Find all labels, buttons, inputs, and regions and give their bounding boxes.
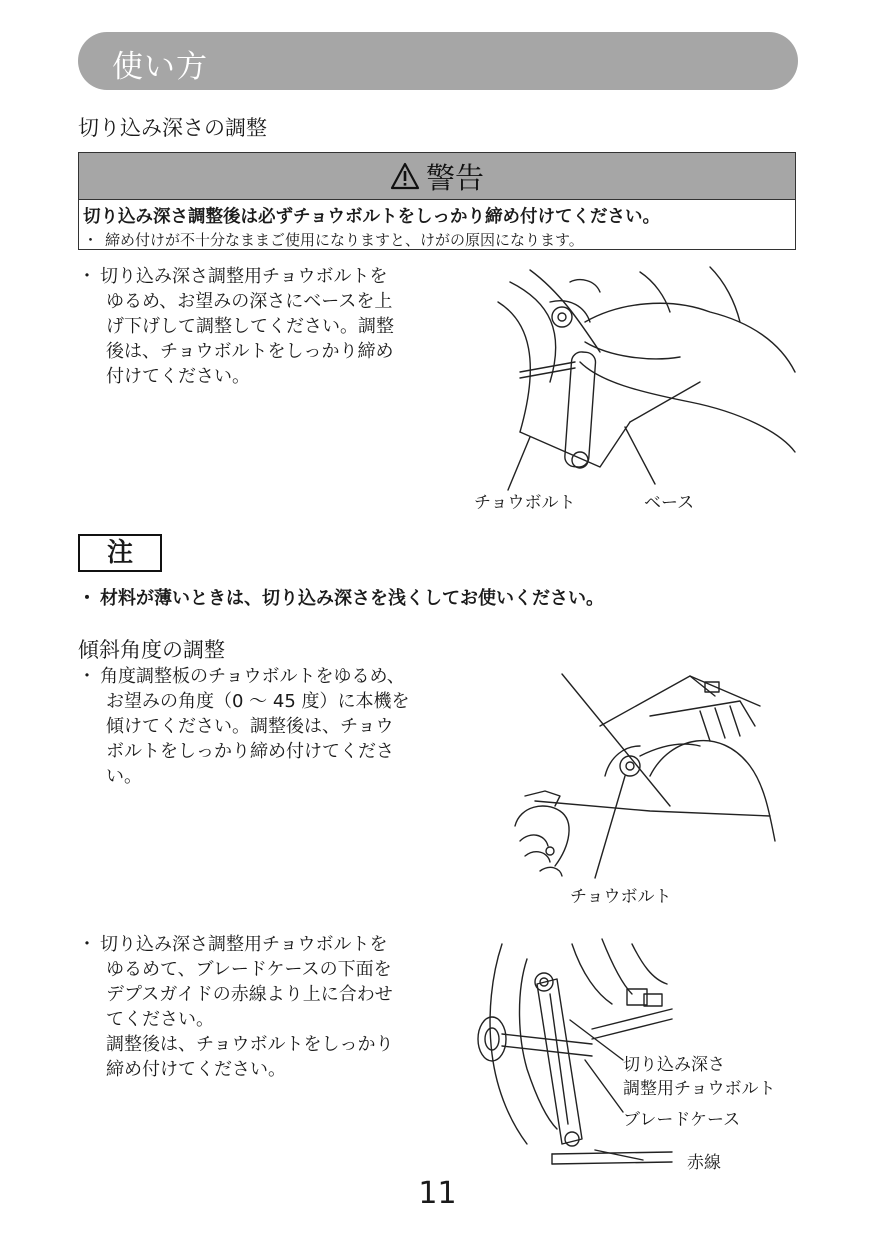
instruction-line: げ下げして調整してください。調整 — [106, 316, 394, 337]
label-base: ベース — [644, 493, 695, 513]
warning-header — [79, 153, 795, 200]
page-number: 11 — [418, 1176, 457, 1211]
angle-instruction — [78, 664, 410, 789]
instruction-line: 切り込み深さ調整用チョウボルトを — [100, 934, 388, 955]
bullet: ・ — [78, 934, 96, 955]
warning-triangle-icon — [390, 162, 420, 190]
label-wing-bolt: チョウボルト — [474, 493, 576, 513]
depth-instruction — [78, 264, 394, 389]
note-body: 材料が薄いときは、切り込み深さを浅くしてお使いください。 — [100, 588, 604, 609]
warning-title: 警告 — [425, 160, 484, 195]
warning-sub-text — [83, 229, 584, 250]
instruction-line: てください。 — [106, 1009, 214, 1030]
label-red-line: 赤線 — [687, 1153, 721, 1173]
angle-adjust-illustration — [500, 666, 775, 891]
instruction-line: 角度調整板のチョウボルトをゆるめ、 — [100, 666, 405, 687]
header-bar — [78, 32, 798, 90]
instruction-line: ゆるめて、ブレードケースの下面を — [106, 959, 392, 980]
instruction-line: い。 — [106, 766, 142, 787]
depth-adjust-illustration — [490, 262, 800, 492]
bullet: ・ — [83, 231, 99, 249]
instruction-line: 傾けてください。調整後は、チョウ — [106, 716, 394, 737]
section-title-depth: 切り込み深さの調整 — [78, 116, 267, 140]
warning-box — [78, 152, 796, 250]
label-wing-bolt: チョウボルト — [570, 887, 672, 907]
warning-main-text: 切り込み深さ調整後は必ずチョウボルトをしっかり締め付けてください。 — [83, 207, 660, 227]
instruction-line: ボルトをしっかり締め付けてくださ — [106, 741, 394, 762]
note-text — [78, 584, 604, 610]
instruction-line: 付けてください。 — [106, 366, 250, 387]
label-depth-bolt-line1: 切り込み深さ — [623, 1055, 725, 1075]
instruction-line: ゆるめ、お望みの深さにベースを上 — [106, 291, 393, 312]
instruction-line: 締め付けてください。 — [106, 1059, 286, 1080]
page-title: 使い方 — [112, 49, 208, 85]
label-blade-case: ブレードケース — [623, 1110, 741, 1130]
guide-instruction — [78, 932, 393, 1082]
section-title-angle: 傾斜角度の調整 — [78, 638, 225, 662]
warning-sub-body: 締め付けが不十分なままご使用になりますと、けがの原因になります。 — [105, 231, 584, 249]
instruction-line: 切り込み深さ調整用チョウボルトを — [100, 266, 388, 287]
instruction-line: お望みの角度（0 ～ 45 度）に本機を — [106, 691, 410, 712]
bullet: ・ — [78, 666, 96, 687]
instruction-line: 後は、チョウボルトをしっかり締め — [106, 341, 394, 362]
bullet: ・ — [78, 588, 96, 609]
bullet: ・ — [78, 266, 96, 287]
note-title: 注 — [78, 534, 162, 572]
instruction-line: 調整後は、チョウボルトをしっかり — [106, 1034, 394, 1055]
instruction-line: デプスガイドの赤線より上に合わせ — [106, 984, 393, 1005]
label-depth-bolt-line2: 調整用チョウボルト — [623, 1079, 776, 1099]
